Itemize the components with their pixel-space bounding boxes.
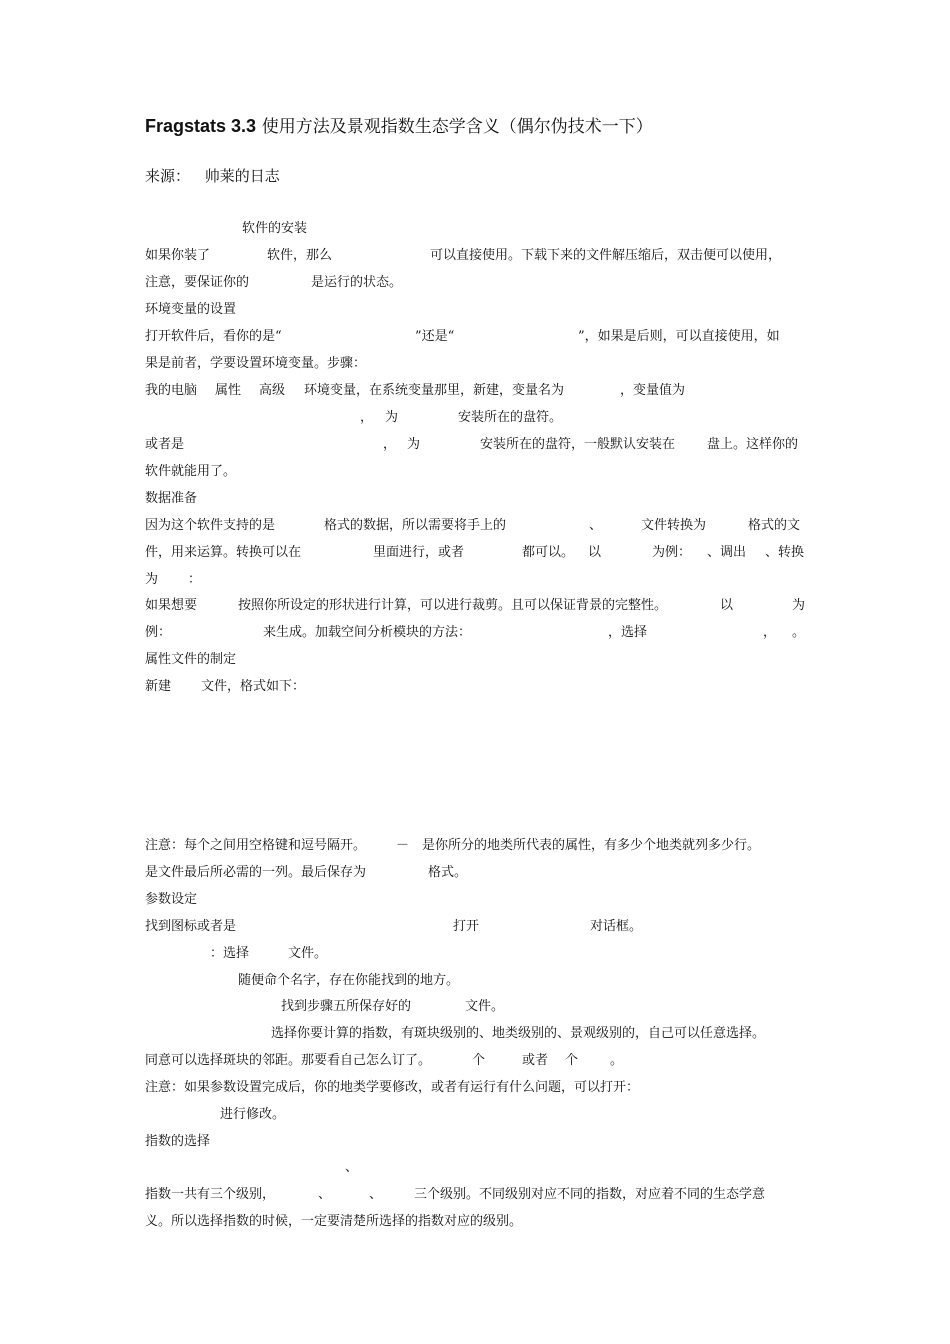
text-fragment: 对话框。 (590, 919, 643, 934)
text-fragment: 因为这个软件支持的是 (145, 518, 276, 533)
text-fragment: 例： (145, 625, 172, 640)
text-fragment: 注意，要保证你的 (145, 275, 250, 290)
source-label: 来源： (145, 167, 191, 185)
text-fragment: 、 (369, 1187, 383, 1202)
text-fragment: 义。所以选择指数的时候，一定要清楚所选择的指数对应的级别。 (145, 1214, 523, 1229)
text-fragment: 安装所在的盘符。 (458, 410, 563, 425)
text-fragment: 文件转换为 (641, 518, 707, 533)
source-line (145, 165, 280, 186)
text-fragment: ： (188, 572, 202, 587)
text-fragment: 为 (145, 572, 159, 587)
text-fragment: 注意：每个之间用空格键和逗号隔开。 (145, 838, 367, 853)
text-fragment: 。 (610, 1053, 624, 1068)
heading-env: 环境变量的设置 (145, 302, 237, 317)
text-fragment: 以 (720, 598, 734, 613)
text-fragment: 为 (407, 437, 421, 452)
text-fragment: 或者 (522, 1053, 549, 1068)
text-fragment: 是文件最后所必需的一列。最后保存为 (145, 865, 367, 880)
text-fragment: 或者是 (145, 437, 185, 452)
text-fragment: ：选择 (210, 946, 250, 961)
text-fragment: 安装所在的盘符，一般默认安装在 (480, 437, 676, 452)
text-fragment: 是你所分的地类所代表的属性，有多少个地类就列多少行。 (422, 838, 761, 853)
heading-install: 软件的安装 (242, 221, 308, 236)
text-fragment: ”还是“ (415, 329, 455, 344)
text-fragment: 三个级别。不同级别对应不同的指数，对应着不同的生态学意 (414, 1187, 766, 1202)
text-fragment: 、 (318, 1187, 332, 1202)
heading-params: 参数设定 (145, 892, 198, 907)
text-fragment: 注意：如果参数设置完成后，你的地类学要修改，或者有运行有什么问题，可以打开： (145, 1080, 640, 1095)
text-fragment: 找到步骤五所保存好的 (281, 999, 412, 1014)
text-fragment: 为例： (652, 545, 692, 560)
text-fragment: 找到图标或者是 (145, 919, 237, 934)
text-fragment: 同意可以选择斑块的邻距。那要看自己怎么订了。 (145, 1053, 432, 1068)
text-fragment: ， (360, 410, 374, 425)
text-fragment: ， (763, 625, 777, 640)
title-product: Fragstats 3.3 (145, 116, 257, 136)
text-fragment: ，选择 (608, 625, 648, 640)
text-fragment: 为 (792, 598, 806, 613)
text-fragment: 如果你装了 (145, 248, 211, 263)
text-fragment: 新建 (145, 679, 172, 694)
text-fragment: 个 (472, 1053, 486, 1068)
text-fragment: 。 (792, 625, 806, 640)
text-fragment: 文件。 (465, 999, 505, 1014)
text-fragment: 、转换 (765, 545, 805, 560)
text-fragment: 属性 (215, 383, 242, 398)
heading-attr-file: 属性文件的制定 (145, 652, 237, 667)
text-fragment: 里面进行，或者 (373, 545, 465, 560)
text-fragment: 个 (565, 1053, 579, 1068)
text-fragment: 盘上。这样你的 (707, 437, 799, 452)
text-fragment: 文件。 (288, 946, 328, 961)
text-fragment: ”，如果是后则，可以直接使用，如 (578, 329, 780, 344)
text-fragment: 为 (385, 410, 399, 425)
text-fragment: 果是前者，学要设置环境变量。步骤： (145, 356, 367, 371)
text-fragment: 进行修改。 (220, 1107, 286, 1122)
text-fragment: 按照你所设定的形状进行计算，可以进行裁剪。且可以保证背景的完整性。 (238, 598, 668, 613)
text-fragment: 文件，格式如下： (201, 679, 306, 694)
text-fragment: 件，用来运算。转换可以在 (145, 545, 302, 560)
source-name: 帅莱的日志 (204, 167, 280, 185)
text-fragment: 以 (588, 545, 602, 560)
text-fragment: 、 (589, 518, 603, 533)
text-fragment: 都可以。 (522, 545, 575, 560)
text-fragment: 随便命个名字，存在你能找到的地方。 (238, 973, 460, 988)
text-fragment: 打开软件后，看你的是“ (145, 329, 282, 344)
text-fragment: 格式。 (428, 865, 468, 880)
text-fragment: － (396, 838, 410, 853)
text-fragment: 环境变量，在系统变量那里，新建，变量名为 (304, 383, 565, 398)
text-fragment: 、调出 (707, 545, 747, 560)
text-fragment: 格式的文 (748, 518, 801, 533)
text-fragment: 可以直接使用。下载下来的文件解压缩后，双击便可以使用， (430, 248, 782, 263)
heading-index-select: 指数的选择 (145, 1134, 211, 1149)
text-fragment: 是运行的状态。 (311, 275, 403, 290)
text-fragment: 格式的数据，所以需要将手上的 (324, 518, 507, 533)
text-fragment: 软件，那么 (267, 248, 333, 263)
text-fragment: 高级 (259, 383, 286, 398)
text-fragment: 软件就能用了。 (145, 464, 237, 479)
text-fragment: ， (383, 437, 397, 452)
document-title (145, 112, 653, 137)
heading-data-prep: 数据准备 (145, 491, 198, 506)
text-fragment: 选择你要计算的指数，有斑块级别的、地类级别的、景观级别的，自己可以任意选择。 (271, 1026, 766, 1041)
text-fragment: 我的电脑 (145, 383, 198, 398)
text-fragment: 来生成。加载空间分析模块的方法： (263, 625, 472, 640)
text-fragment: 、 (345, 1160, 359, 1175)
text-fragment: 如果想要 (145, 598, 198, 613)
text-fragment: 指数一共有三个级别， (145, 1187, 276, 1202)
title-text: 使用方法及景观指数生态学含义（偶尔伪技术一下） (261, 117, 653, 137)
text-fragment: ，变量值为 (620, 383, 686, 398)
text-fragment: 打开 (453, 919, 480, 934)
